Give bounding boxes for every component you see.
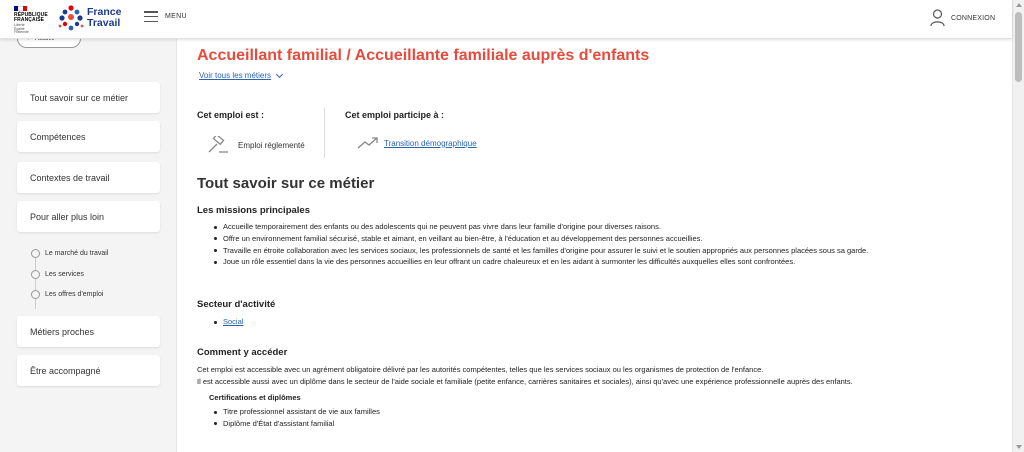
list-item: Travaille en étroite collaboration avec les services sociaux, les professionnels de santé et les familles d'origine pour assurer le suivi et le soutien appropriés aux personnes placées sous sa garde. — [214, 245, 944, 257]
scroll-up-arrow-icon[interactable] — [1016, 3, 1022, 7]
sidebar-item-tout-savoir[interactable] — [17, 82, 160, 113]
scroll-down-arrow-icon[interactable] — [1016, 445, 1022, 449]
participe-title: Cet emploi participe à : — [345, 110, 445, 120]
gavel-icon — [207, 136, 229, 154]
acceder-paragraph-2: Il est accessible aussi avec un diplôme dans le secteur de l'aide sociale et familiale (petite enfance, carrières sanitaires et sociales), ainsi qu'avec une expérience professionnelle auprès des enfants. — [197, 377, 853, 386]
sidebar-subitem-label: Les services — [45, 271, 84, 278]
list-item: Joue un rôle essentiel dans la vie des personnes accueillies en leur offrant un cadre chaleureux et en les aidant à surmonter les difficultés auxquelles elles sont confrontées. — [214, 256, 944, 268]
acceder-paragraph-1: Cet emploi est accessible avec un agrément obligatoire délivré par les autorités compétentes, telles que les services sociaux ou les organismes de protection de l'enfance. — [197, 365, 764, 374]
missions-title: Les missions principales — [197, 205, 310, 216]
sidebar-item-label: Compétences — [30, 131, 86, 142]
menu-button[interactable] — [144, 11, 187, 22]
emploi-est-title: Cet emploi est : — [197, 110, 265, 120]
chevron-down-icon — [276, 70, 283, 77]
job-info-row — [197, 102, 937, 167]
sidebar-item-aller-plus-loin[interactable] — [17, 201, 160, 232]
login-label: CONNEXION — [951, 14, 996, 22]
sidebar-item-competences[interactable] — [17, 121, 160, 152]
sidebar-subitem-offres[interactable] — [31, 290, 103, 299]
page-title: Accueillant familial / Accueillante familiale auprès d'enfants — [197, 47, 650, 64]
list-item: Offre un environnement familial sécurisé, stable et aimant, en veillant au bien-être, à l'éducation et au développement des personnes accueillies. — [214, 233, 944, 245]
user-icon — [930, 9, 945, 27]
emploi-est-value: Emploi réglementé — [238, 140, 305, 150]
sidebar-item-etre-accompagne[interactable] — [17, 355, 160, 386]
section-title: Tout savoir sur ce métier — [197, 175, 375, 192]
page-scrollbar[interactable] — [1012, 0, 1024, 452]
secteur-list — [214, 316, 944, 328]
login-button[interactable] — [930, 9, 995, 27]
sidebar-item-label: Être accompagné — [30, 365, 101, 376]
secteur-title: Secteur d'activité — [197, 299, 276, 310]
certifications-list — [214, 406, 944, 430]
circle-icon — [31, 270, 40, 279]
sidebar-item-contextes[interactable] — [17, 162, 160, 193]
sidebar-item-label: Métiers proches — [30, 326, 95, 337]
list-item — [214, 316, 944, 328]
list-item: Diplôme d'État d'assistant familial — [214, 418, 944, 430]
sidebar-subitem-marche-travail[interactable] — [31, 249, 108, 258]
circle-icon — [31, 249, 40, 258]
emploi-reglemente — [207, 136, 305, 154]
list-item: Titre professionnel assistant de vie aux familles — [214, 406, 944, 418]
site-header — [0, 0, 1012, 39]
sidebar-subitem-label: Les offres d'emploi — [45, 291, 104, 298]
republique-francaise-logo[interactable] — [14, 6, 54, 36]
transition-demographique — [357, 136, 477, 150]
missions-list — [214, 221, 944, 268]
sidebar-item-label: Contextes de travail — [30, 172, 110, 183]
sidebar-item-label: Tout savoir sur ce métier — [30, 92, 129, 103]
sidebar-item-metiers-proches[interactable] — [17, 316, 160, 347]
gov-name: RÉPUBLIQUE FRANÇAISE — [14, 12, 48, 23]
acceder-title: Comment y accéder — [197, 347, 288, 358]
trend-up-icon — [357, 136, 379, 150]
menu-label: MENU — [165, 13, 187, 20]
secteur-social-link[interactable]: Social — [223, 317, 244, 326]
list-item: Accueille temporairement des enfants ou des adolescents qui ne peuvent pas vivre dans leur famille d'origine pour diverses raisons. — [214, 221, 944, 233]
brand-name: France Travail — [87, 6, 122, 29]
certifications-title: Certifications et diplômes — [209, 393, 301, 402]
france-travail-logo[interactable] — [57, 4, 127, 34]
all-jobs-label: Voir tous les métiers — [199, 71, 272, 80]
sidebar-item-label: Pour aller plus loin — [30, 211, 105, 222]
circle-icon — [31, 290, 40, 299]
french-flag-icon — [14, 6, 27, 11]
all-jobs-link[interactable] — [199, 71, 282, 80]
transition-demographique-link[interactable]: Transition démographique — [384, 138, 477, 148]
scroll-thumb[interactable] — [1015, 12, 1022, 82]
hamburger-icon — [144, 11, 158, 22]
france-travail-dots-icon — [57, 4, 85, 34]
gov-motto: Liberté Égalité Fraternité — [14, 23, 29, 34]
sidebar-subitem-label: Le marché du travail — [45, 250, 109, 257]
info-divider — [324, 108, 325, 158]
sidebar — [0, 39, 177, 452]
sub-list-line — [35, 249, 36, 309]
sidebar-subitem-services[interactable] — [31, 270, 84, 279]
